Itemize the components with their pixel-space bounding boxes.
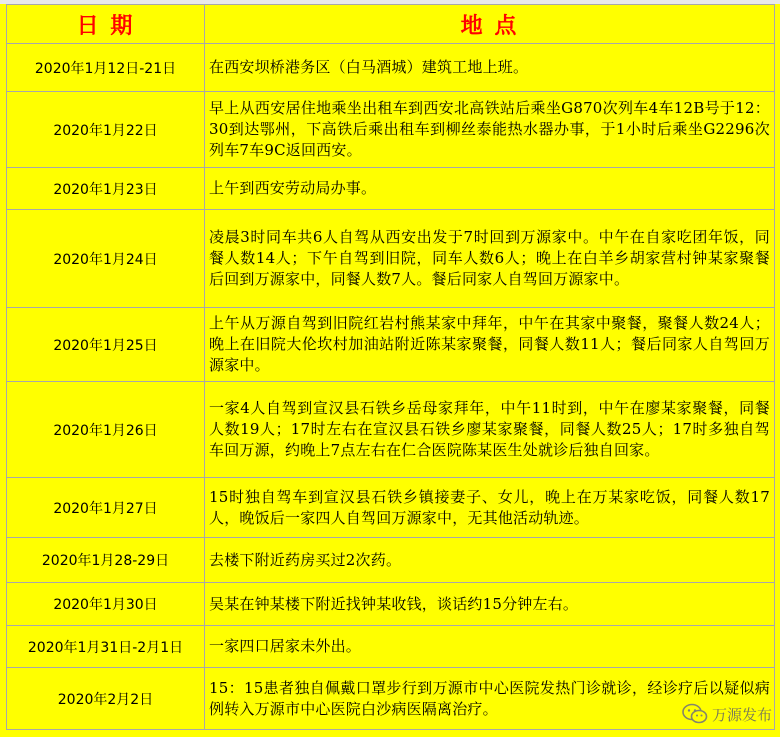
- row-desc: 去楼下附近药房买过2次药。: [205, 538, 775, 583]
- row-date: 2020年1月28-29日: [7, 538, 205, 583]
- table-row: [7, 668, 775, 730]
- row-desc: 上午从万源自驾到旧院红岩村熊某家中拜年，中午在其家中聚餐，聚餐人数24人；晚上在旧院大伦坎村加油站附近陈某家聚餐，同餐人数11人；餐后同家人自驾回万源家中。: [205, 308, 775, 382]
- table-row: [7, 538, 775, 583]
- table-row: [7, 44, 775, 92]
- table-row: [7, 308, 775, 382]
- table-row: [7, 382, 775, 478]
- watermark-text: 万源发布: [711, 705, 772, 724]
- table-row: [7, 626, 775, 668]
- row-date: 2020年2月2日: [7, 668, 205, 730]
- table-row: [7, 210, 775, 308]
- row-desc: 早上从西安居住地乘坐出租车到西安北高铁站后乘坐G870次列车4车12B号于12：30到达鄂州，下高铁后乘出租车到柳丝泰能热水器办事，于1小时后乘坐G2296次列车7车9C返回西安。: [205, 92, 775, 168]
- row-desc: 一家四口居家未外出。: [205, 626, 775, 668]
- header-place: 地 点: [205, 5, 775, 44]
- row-desc: 凌晨3时同车共6人自驾从西安出发于7时回到万源家中。中午在自家吃团年饭，同餐人数14人；下午自驾到旧院，同车人数6人；晚上在白羊乡胡家营村钟某家聚餐后回到万源家中，同餐人数7人。餐后同家人自驾回万源家中。: [205, 210, 775, 308]
- itinerary-table: [6, 4, 775, 730]
- row-desc: 上午到西安劳动局办事。: [205, 168, 775, 210]
- row-desc: 在西安坝桥港务区（白马酒城）建筑工地上班。: [205, 44, 775, 92]
- table-row: [7, 92, 775, 168]
- watermark: [682, 703, 772, 725]
- row-date: 2020年1月27日: [7, 478, 205, 538]
- table-row: [7, 478, 775, 538]
- row-desc: 15时独自驾车到宣汉县石铁乡镇接妻子、女儿，晚上在万某家吃饭，同餐人数17人，晚饭后一家四人自驾回万源家中，无其他活动轨迹。: [205, 478, 775, 538]
- row-date: 2020年1月26日: [7, 382, 205, 478]
- row-desc: 一家4人自驾到宣汉县石铁乡岳母家拜年，中午11时到，中午在廖某家聚餐，同餐人数19人；17时左右在宣汉县石铁乡廖某家聚餐，同餐人数25人；17时多独自驾车回万源，约晚上7点左右在仁合医院陈某医生处就诊后独自回家。: [205, 382, 775, 478]
- row-date: 2020年1月30日: [7, 583, 205, 626]
- row-desc: 15：15患者独自佩戴口罩步行到万源市中心医院发热门诊就诊，经诊疗后以疑似病例转入万源市中心医院白沙病医隔离治疗。: [205, 668, 775, 730]
- row-date: 2020年1月23日: [7, 168, 205, 210]
- header-date: 日 期: [7, 5, 205, 44]
- row-desc: 吴某在钟某楼下附近找钟某收钱，谈话约15分钟左右。: [205, 583, 775, 626]
- row-date: 2020年1月22日: [7, 92, 205, 168]
- table-row: [7, 168, 775, 210]
- wechat-icon: [682, 703, 708, 725]
- header-row: [7, 5, 775, 44]
- row-date: 2020年1月12日-21日: [7, 44, 205, 92]
- row-date: 2020年1月25日: [7, 308, 205, 382]
- row-date: 2020年1月31日-2月1日: [7, 626, 205, 668]
- row-date: 2020年1月24日: [7, 210, 205, 308]
- table-row: [7, 583, 775, 626]
